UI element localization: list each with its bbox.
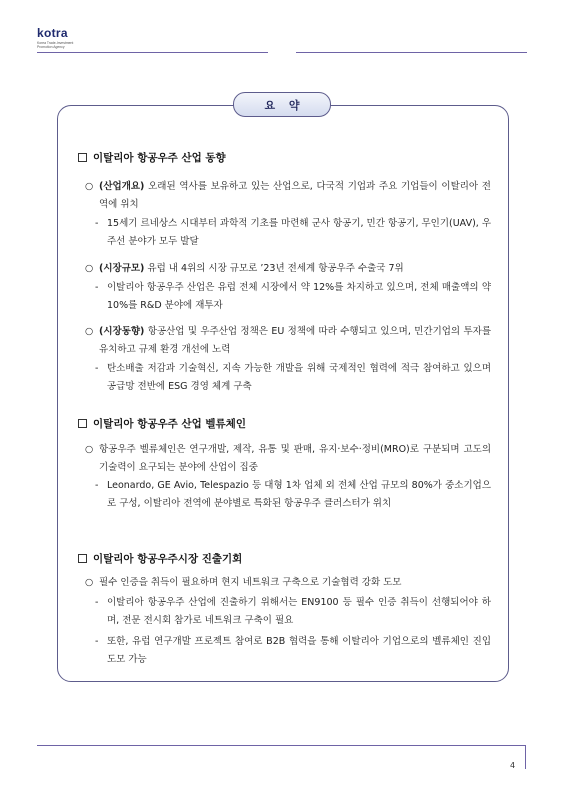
item-text: 항공산업 및 우주산업 정책은 EU 정책에 따라 수행되고 있으며, 민간기업의 투자를 유치하고 규제 환경 개선에 노력 bbox=[99, 326, 491, 355]
summary-subitem bbox=[95, 477, 491, 512]
section-heading-industry-trends bbox=[78, 150, 226, 165]
footer-divider bbox=[37, 745, 525, 746]
summary-item bbox=[85, 260, 491, 278]
dash-bullet-icon: - bbox=[95, 218, 99, 229]
circle-bullet-icon: ○ bbox=[85, 326, 94, 337]
circle-bullet-icon: ○ bbox=[85, 444, 94, 455]
dash-bullet-icon: - bbox=[95, 282, 99, 293]
summary-item bbox=[85, 178, 491, 213]
dash-bullet-icon: - bbox=[95, 636, 99, 647]
item-text: 또한, 유럽 연구개발 프로젝트 참여로 B2B 협력을 통해 이탈리아 기업으로의 벨류체인 진입 도모 가능 bbox=[107, 636, 491, 665]
section-heading-value-chain bbox=[78, 416, 246, 431]
item-text: 15세기 르네상스 시대부터 과학적 기초를 마련해 군사 항공기, 민간 항공기, 무인기(UAV), 우주선 분야가 모두 발달 bbox=[107, 218, 491, 247]
summary-title-badge bbox=[233, 92, 331, 117]
summary-subitem bbox=[95, 279, 491, 314]
circle-bullet-icon: ○ bbox=[85, 263, 94, 274]
logo-wordmark: kotra bbox=[37, 26, 68, 40]
item-text: 유럽 내 4위의 시장 규모로 ’23년 전세계 항공우주 수출국 7위 bbox=[144, 263, 404, 274]
item-label: (시장동향) bbox=[99, 326, 145, 337]
section-heading-market-opportunities bbox=[78, 551, 242, 566]
summary-subitem bbox=[95, 594, 491, 629]
summary-item bbox=[85, 441, 491, 476]
checkbox-square-icon bbox=[78, 153, 87, 162]
dash-bullet-icon: - bbox=[95, 480, 99, 491]
item-text: 이탈리아 항공우주 산업은 유럽 전체 시장에서 약 12%를 차지하고 있으며, 전체 매출액의 약 10%를 R&D 분야에 재투자 bbox=[107, 282, 491, 311]
summary-subitem bbox=[95, 633, 491, 668]
item-text: 탄소배출 저감과 기술혁신, 지속 가능한 개발을 위해 국제적인 협력에 적극 참여하고 있으며 공급망 전반에 ESG 경영 체계 구축 bbox=[107, 363, 491, 392]
summary-title: 요 약 bbox=[264, 98, 305, 112]
checkbox-square-icon bbox=[78, 419, 87, 428]
section-heading-text: 이탈리아 항공우주 산업 벨류체인 bbox=[93, 418, 246, 430]
summary-subitem bbox=[95, 215, 491, 250]
section-heading-text: 이탈리아 항공우주시장 진출기회 bbox=[93, 553, 243, 565]
footer-divider-tick bbox=[525, 745, 526, 769]
item-text: Leonardo, GE Avio, Telespazio 등 대형 1차 업체 외 전체 산업 규모의 80%가 중소기업으로 구성, 이탈리아 전역에 분야별로 특화된 항공우주 클러스터가 위치 bbox=[107, 480, 491, 509]
circle-bullet-icon: ○ bbox=[85, 181, 94, 192]
header-divider-left bbox=[37, 52, 268, 53]
checkbox-square-icon bbox=[78, 554, 87, 563]
dash-bullet-icon: - bbox=[95, 363, 99, 374]
item-text: 항공우주 벨류체인은 연구개발, 제작, 유통 및 판매, 유지·보수·정비(MRO)로 구분되며 고도의 기술력이 요구되는 분야에 산업이 집중 bbox=[99, 444, 491, 473]
section-heading-text: 이탈리아 항공우주 산업 동향 bbox=[93, 152, 226, 164]
item-label: (산업개요) bbox=[99, 181, 145, 192]
item-text: 오래된 역사를 보유하고 있는 산업으로, 다국적 기업과 주요 기업들이 이탈리아 전역에 위치 bbox=[99, 181, 491, 210]
summary-subitem bbox=[95, 360, 491, 395]
logo-subtitle-line-2: Promotion Agency bbox=[37, 45, 65, 49]
item-label: (시장규모) bbox=[99, 263, 145, 274]
circle-bullet-icon: ○ bbox=[85, 577, 94, 588]
logo-subtitle-line-1: Korea Trade-Investment bbox=[37, 41, 74, 45]
header-divider-right bbox=[296, 52, 527, 53]
item-text: 이탈리아 항공우주 산업에 진출하기 위해서는 EN9100 등 필수 인증 취득이 선행되어야 하며, 전문 전시회 참가로 네트워크 구축이 필요 bbox=[107, 597, 491, 626]
kotra-logo bbox=[37, 27, 73, 49]
summary-item bbox=[85, 323, 491, 358]
summary-item bbox=[85, 574, 491, 592]
dash-bullet-icon: - bbox=[95, 597, 99, 608]
page-number: 4 bbox=[510, 761, 516, 770]
item-text: 필수 인증을 취득이 필요하며 현지 네트워크 구축으로 기술협력 강화 도모 bbox=[99, 577, 402, 588]
